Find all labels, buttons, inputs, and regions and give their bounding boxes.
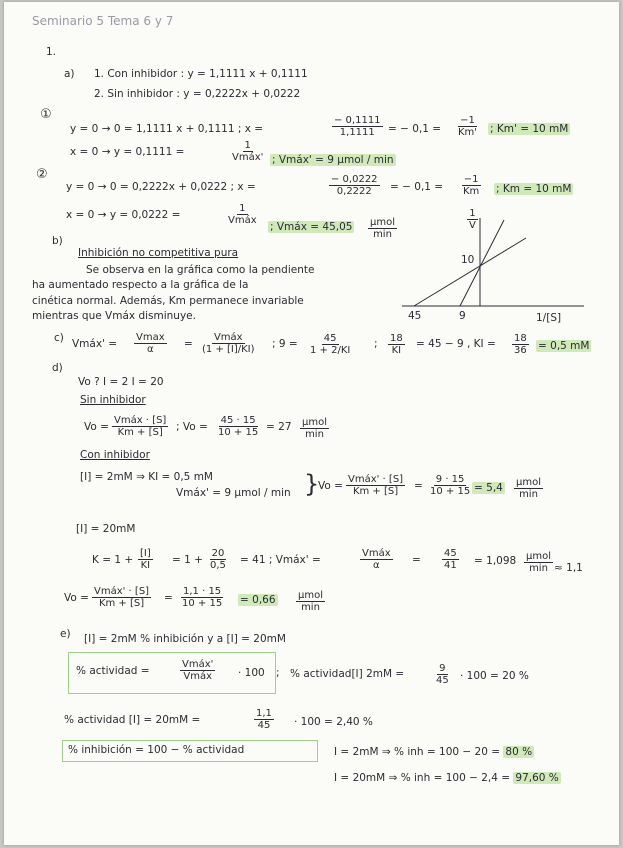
part-c-eq9: ; 9 = xyxy=(272,338,298,350)
with-inhibitor-heading: Con inhibidor xyxy=(80,449,150,461)
part-a-label: a) xyxy=(64,68,75,80)
part-c-fraction-1: Vmax α xyxy=(136,332,165,355)
case-2-y0: y = 0 → 0 = 0,2222x + 0,0222 ; x = xyxy=(66,181,256,193)
with-inhibitor-vmax: Vmáx' = 9 μmol / min xyxy=(176,487,291,499)
graph-x-tick-45: 45 xyxy=(408,310,422,322)
without-inhibitor-result: = 27 xyxy=(266,421,292,433)
lineweaver-burk-sketch xyxy=(394,208,594,320)
part-b-line-1: Se observa en la gráfica como la pendiente xyxy=(86,264,315,276)
without-inhibitor-vo: Vo = xyxy=(84,421,109,433)
without-inhibitor-unit: μmol min xyxy=(302,417,327,440)
case-2-x0: x = 0 → y = 0,0222 = xyxy=(66,209,181,221)
case-1-vmax-result: ; Vmáx' = 9 μmol / min xyxy=(272,154,394,166)
case-2-fraction-vmax: 1 Vmáx xyxy=(228,203,257,226)
inhibition-20mm: I = 20mM ⇒ % inh = 100 − 2,4 = 97,60 % xyxy=(334,772,559,784)
with-inhibitor-fraction-2: $\frac{9 \cdot 15}{10 + 15}$ xyxy=(430,474,471,497)
graph-x-tick-9: 9 xyxy=(459,310,466,322)
part-b-line-3: cinética normal. Además, Km permanece invariable xyxy=(32,295,304,307)
without-inhibitor-fraction-1: Vmáx · [S] Km + [S] xyxy=(114,415,167,438)
case-2-km-result: ; Km = 10 mM xyxy=(496,183,572,195)
case-2-fraction-km: $\frac{-1}{Km}$ xyxy=(463,174,480,197)
case-1-x0: x = 0 → y = 0,1111 = xyxy=(70,146,185,158)
with-inhibitor-conditions: [I] = 2mM ⇒ KI = 0,5 mM xyxy=(80,471,213,483)
inhibitor-20mm: [I] = 20mM xyxy=(76,523,136,535)
part-d-question: Vo ? I = 2 I = 20 xyxy=(78,376,164,388)
without-inhibitor-heading: Sin inhibidor xyxy=(80,394,146,406)
vo-20mm-fraction-2: $\frac{1,1 \cdot 15}{10 + 15}$ xyxy=(182,586,223,609)
equation-without-inhibitor: 2. Sin inhibidor : y = 0,2222x + 0,0222 xyxy=(94,88,301,100)
part-b-line-2: ha aumentado respecto a la gráfica de la xyxy=(32,279,249,291)
part-c-result: = 0,5 mM xyxy=(538,340,590,352)
activity-2mm-fraction: $\frac{9}{45}$ xyxy=(436,663,449,686)
equation-with-inhibitor: 1. Con inhibidor : y = 1,1111 x + 0,1111 xyxy=(94,68,308,80)
inhibition-2mm: I = 2mM ⇒ % inh = 100 − 20 = 80 % xyxy=(334,746,533,758)
graph-x-axis-label: 1/[S] xyxy=(536,312,562,324)
with-inhibitor-unit: μmol min xyxy=(516,477,541,500)
vmax-prime-fraction-1: Vmáx α xyxy=(362,548,391,571)
case-2-marker: ② xyxy=(36,167,48,182)
without-inhibitor-fraction-2: $\frac{45 \cdot 15}{10 + 15}$ xyxy=(218,415,259,438)
activity-20mm: % actividad [I] = 20mM = xyxy=(64,714,201,726)
part-c-fraction-5: $\frac{18}{36}$ xyxy=(514,333,527,356)
case-2-vmax-result: ; Vmáx = 45,05 xyxy=(270,221,353,233)
with-inhibitor-fraction-1: Vmáx' · [S] Km + [S] xyxy=(348,474,404,497)
page-header: Seminario 5 Tema 6 y 7 xyxy=(32,14,174,28)
question-number: 1. xyxy=(46,46,57,58)
part-c-vmax-prime: Vmáx' = xyxy=(72,338,118,350)
case-2-fraction-x: $\frac{- 0,0222}{0,2222}$ xyxy=(331,174,378,197)
alpha-fraction-1: $\frac{[I]}{KI}$ xyxy=(140,548,151,571)
part-c-fraction-3: $\frac{45}{1 + 2/KI}$ xyxy=(310,333,351,356)
case-1-marker: ① xyxy=(40,107,52,122)
graph-y-axis-label: $\frac{1}{V}$ xyxy=(469,208,476,231)
case-2-vmax-unit: μmol min xyxy=(370,217,395,240)
notebook-page: Seminario 5 Tema 6 y 7 1. a) 1. Con inhibidor : y = 1,1111 x + 0,1111 2. Sin inhibidor : y = 0,2222x + 0,0222 ① y = 0 → 0 = 1,1111 x + 0,1111 ; x = $\frac{- 0,1111}{1,1111}$ = − 0,1 = $\frac{-1}{Km'}$ ; Km' = 10 mM x = 0 → y = 0,1111 = 1 Vmáx' ; Vmáx' = 9 μmol / min ② y = 0 → 0 = 0,2222x + 0,0222 ; x = $\frac{- 0,0222}{0,2222}$ = − 0,1 = $\frac{-1}{Km}$ ; Km = 10 mM x = 0 → y = 0,0222 = 1 Vmáx ; Vmáx = 45,05 μmol min b) Inhibición no competitiva pura Se observa en la gráfica como la pendiente ha aumentado respecto a la gráfica de la cinética normal. Además, Km permanece invariable mientras que Vmáx disminuye. $\frac{1}{V}$ 10 45 9 1/[S] c) Vmáx' = Vmax α = Vmáx (1 + [I]/KI) ; 9 = $\frac{45}{1 + 2/KI}$ ; $\frac{18}{KI}$ = 45 − 9 , KI = $\frac{18}{36}$ = 0,5 mM d) Vo ? I = 2 I = 20 Sin inhibidor Vo = Vmáx · [S] Km + [S] ; Vo = $\frac{45 \cdot 15}{10 + 15}$ = 27 μmol min Con inhibidor [I] = 2mM ⇒ KI = 0,5 mM Vmáx' = 9 μmol / min } Vo = Vmáx' · [S] Km + [S] = $\frac{9 \cdot 15}{10 + 15}$ = 5,4 μmol min [I] = 20mM K = 1 + $\frac{[I]}{KI}$ = 1 + $\frac{20}{0,5}$ = 41 ; Vmáx' = Vmáx α = $\frac{45}{41}$ = 1,098 μmol min ≈ 1,1 Vo = Vmáx' · [S] Km + [S] = $\frac{1,1 \cdot 15}{10 + 15}$ = 0,66 μmol min e) [I] = 2mM % inhibición y a [I] = 20mM % actividad = Vmáx' Vmáx · 100 ; % actividad[I] 2mM = $\frac{9}{45}$ · 100 = 20 % % actividad [I] = 20mM = $\frac{1,1}{45}$ · 100 = 2,40 % % inhibición = 100 − % actividad I = 2mM ⇒ % inh = 100 − 20 = 80 % I = 20mM ⇒ % inh = 100 − 2,4 = 97,60 % xyxy=(4,2,619,845)
case-1-fraction-vmax: 1 Vmáx' xyxy=(232,140,264,163)
alpha-fraction-2: $\frac{20}{0,5}$ xyxy=(210,548,226,571)
inhibition-formula: % inhibición = 100 − % actividad xyxy=(68,744,245,756)
part-c-fraction-2: Vmáx (1 + [I]/KI) xyxy=(202,332,255,355)
part-c-fraction-4: $\frac{18}{KI}$ xyxy=(390,333,403,356)
vmax-prime-fraction-2: $\frac{45}{41}$ xyxy=(444,548,457,571)
part-b-title: Inhibición no competitiva pura xyxy=(78,247,239,259)
case-2-eq: = − 0,1 = xyxy=(390,181,444,193)
activity-2mm: % actividad[I] 2mM = xyxy=(290,668,405,680)
graph-y-tick: 10 xyxy=(461,254,475,266)
part-d-label: d) xyxy=(52,362,63,374)
part-b-line-4: mientras que Vmáx disminuye. xyxy=(32,310,196,322)
case-1-fraction-x: $\frac{- 0,1111}{1,1111}$ xyxy=(334,115,381,138)
case-1-km-result: ; Km' = 10 mM xyxy=(490,123,569,135)
vmax-prime-unit: μmol min xyxy=(526,551,551,574)
case-1-eq: = − 0,1 = xyxy=(388,123,442,135)
vo-20mm-result: = 0,66 xyxy=(240,594,276,606)
part-b-label: b) xyxy=(52,235,63,247)
part-e-label: e) xyxy=(60,628,71,640)
part-c-label: c) xyxy=(54,332,64,344)
part-c-mid: = 45 − 9 , KI = xyxy=(416,338,496,350)
part-e-title: [I] = 2mM % inhibición y a [I] = 20mM xyxy=(84,633,286,645)
activity-fraction: Vmáx' Vmáx xyxy=(182,659,214,682)
vmax-prime-result: = 1,098 xyxy=(474,555,517,567)
vo-20mm-unit: μmol min xyxy=(298,590,323,613)
activity-20mm-fraction: $\frac{1,1}{45}$ xyxy=(256,708,272,731)
vo-20mm-fraction-1: Vmáx' · [S] Km + [S] xyxy=(94,586,150,609)
case-1-fraction-km: $\frac{-1}{Km'}$ xyxy=(458,115,478,138)
case-1-y0: y = 0 → 0 = 1,1111 x + 0,1111 ; x = xyxy=(70,123,264,135)
with-inhibitor-result: = 5,4 xyxy=(474,482,503,494)
